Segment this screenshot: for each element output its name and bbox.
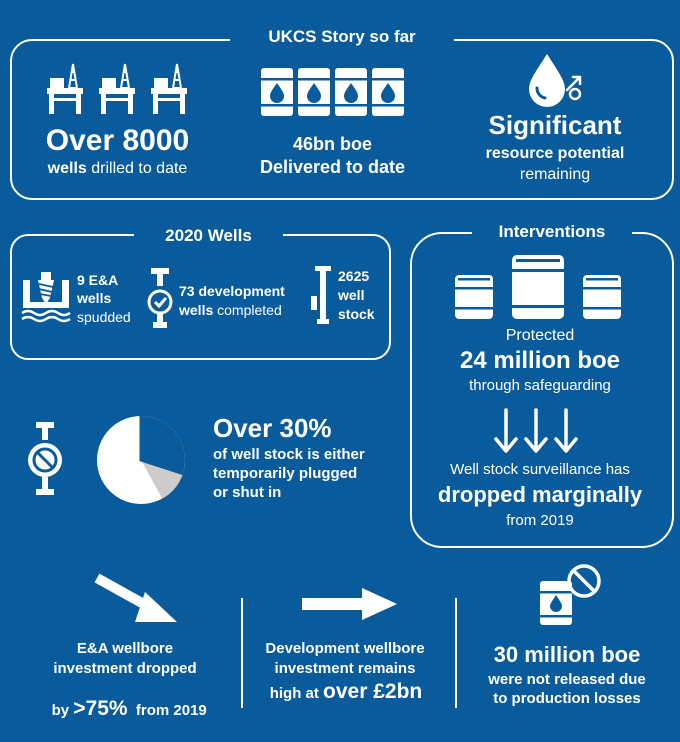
shut-in-headline: Over 30% — [213, 413, 332, 443]
potential-line2: resource potential — [485, 145, 625, 162]
boe-delivered-line2: Delivered to date — [259, 157, 406, 177]
wells-drilled-headline: Over 8000 — [45, 124, 190, 157]
down-arrow-icon — [494, 408, 578, 454]
dev-investment-line2: investment remains — [274, 660, 416, 677]
dev-investment-line1: Development wellbore — [265, 640, 425, 657]
dropped-headline: dropped marginally — [437, 482, 643, 507]
shut-in-line2: of well stock is either — [213, 446, 365, 463]
well-stock-line2: well — [338, 287, 365, 303]
ea-wells-line2: wells — [77, 290, 112, 306]
well-pipe-icon — [311, 266, 333, 328]
shut-in-line3: temporarily plugged — [213, 465, 358, 482]
interventions-title: Interventions — [472, 222, 632, 242]
divider-left — [241, 598, 243, 708]
safeguarding-label: through safeguarding — [469, 377, 611, 394]
protected-label: Protected — [505, 327, 575, 344]
shut-in-valve-icon — [25, 422, 65, 498]
dev-investment-line3: high at over £2bn — [269, 680, 423, 703]
surveillance-label: Well stock surveillance has — [450, 461, 630, 478]
ea-wells-line3: spudded — [77, 309, 131, 325]
oil-drop-icon — [525, 52, 587, 108]
shut-in-line4: or shut in — [213, 484, 282, 501]
well-stock-line1: 2625 — [338, 268, 370, 284]
oil-barrel-icon — [260, 66, 403, 118]
potential-headline: Significant — [488, 110, 622, 140]
from-2019-label: from 2019 — [506, 512, 574, 529]
wellhead-check-icon — [146, 268, 174, 330]
ea-investment-line1: E&A wellbore — [76, 640, 174, 657]
losses-line3: to production losses — [493, 690, 641, 707]
arrow-right-icon — [302, 588, 397, 620]
barrel-icon — [455, 255, 625, 320]
dev-wells-line2: wells completed — [179, 302, 282, 318]
losses-headline: 30 million boe — [493, 642, 641, 667]
wells2020-title: 2020 Wells — [134, 226, 283, 246]
drill-bit-icon — [22, 272, 70, 320]
dev-wells-line1: 73 development — [179, 283, 285, 299]
well-stock-line3: stock — [338, 306, 375, 322]
protected-headline: 24 million boe — [459, 347, 621, 374]
barrel-prohibited-icon — [538, 563, 604, 627]
ea-investment-line3: by >75% from 2019 — [51, 697, 207, 720]
arrow-down-right-icon — [95, 574, 179, 628]
shut-in-pie-chart — [95, 414, 187, 506]
boe-delivered-line1: 46bn boe — [292, 134, 372, 154]
wells-drilled-subtext: wells drilled to date — [47, 160, 188, 177]
ea-wells-line1: 9 E&A — [77, 272, 119, 288]
potential-line3: remaining — [519, 166, 591, 183]
divider-right — [455, 598, 457, 708]
story-title: UKCS Story so far — [230, 27, 454, 47]
losses-line2: were not released due — [488, 671, 646, 688]
oil-rig-icon — [45, 62, 195, 114]
ea-investment-line2: investment dropped — [53, 660, 197, 677]
